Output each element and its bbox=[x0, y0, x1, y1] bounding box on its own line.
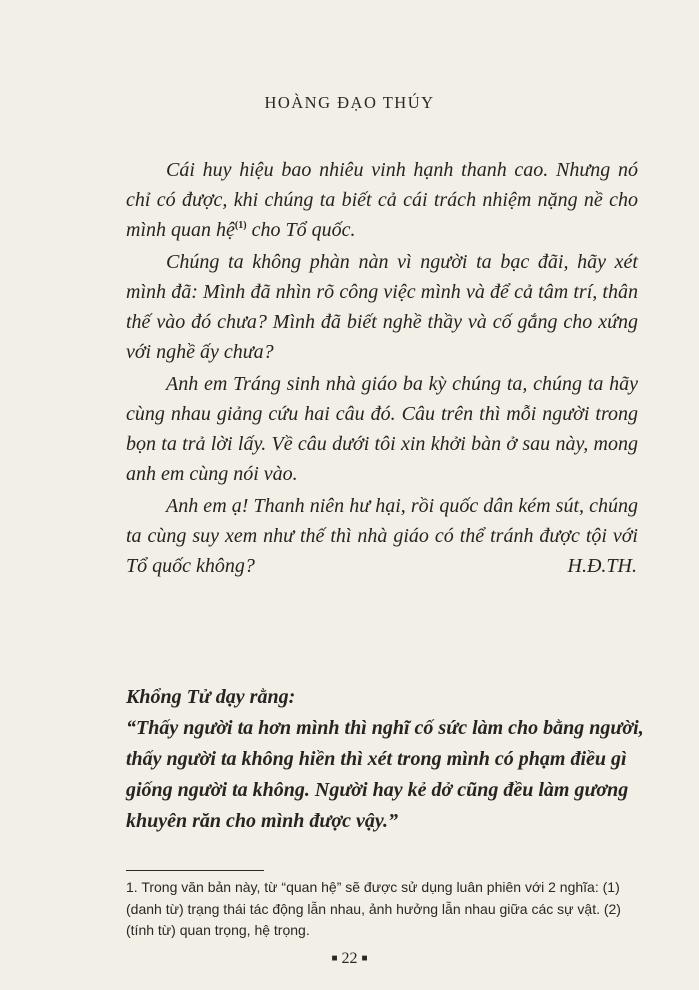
running-header: HOÀNG ĐẠO THÚY bbox=[264, 93, 435, 112]
main-text bbox=[126, 155, 638, 583]
confucius-quote bbox=[126, 682, 646, 837]
bullet-left-icon: ■ bbox=[331, 953, 338, 964]
footnote-divider bbox=[126, 870, 264, 871]
quote-intro: Khổng Tử dạy rằng: bbox=[126, 686, 296, 708]
footnote-1: 1. Trong văn bản này, từ “quan hệ” sẽ được sử dụng luân phiên với 2 nghĩa: (1) (danh từ) trạng thái tác động lẫn nhau, ảnh hưởng lẫn nhau giữa các sự vật. (2) (tính từ) quan trọng, hệ trọng. bbox=[126, 879, 621, 938]
page-number-value: 22 bbox=[341, 950, 358, 967]
footnote-marker[interactable]: (1) bbox=[234, 220, 247, 231]
paragraph-2: Chúng ta không phàn nàn vì người ta bạc đãi, hãy xét mình đã: Mình đã nhìn rõ công việc mình và để cả tâm trí, thân thế vào đó chưa? Mình đã biết nghề thầy và cố gắng cho xứng với nghề ấy chưa? bbox=[126, 251, 638, 363]
author-signature: H.Đ.TH. bbox=[567, 555, 637, 577]
bullet-right-icon: ■ bbox=[361, 953, 368, 964]
paragraph-3: Anh em Tráng sinh nhà giáo ba kỳ chúng ta, chúng ta hãy cùng nhau giảng cứu hai câu đó. Câu trên thì mỗi người trong bọn ta trả lời lấy. Về câu dưới tôi xin khởi bàn ở sau này, mong anh em cùng nói vào. bbox=[126, 373, 638, 485]
quote-text: “Thấy người ta hơn mình thì nghĩ cố sức làm cho bằng người, thấy người ta không hiền thì xét trong mình có phạm điều gì giống người ta không. Người hay kẻ dở cũng đều làm gương khuyên răn cho mình được vậy.” bbox=[126, 717, 644, 832]
paragraph-1 bbox=[126, 155, 638, 245]
paragraph-4: Anh em ạ! Thanh niên hư hại, rồi quốc dân kém sút, chúng ta cùng suy xem như thế thì nhà giáo có thể tránh được tội với Tổ quốc không? bbox=[126, 495, 638, 577]
paragraph-1-text: Cái huy hiệu bao nhiêu vinh hạnh thanh cao. Nhưng nó chỉ có được, khi chúng ta biết cả cái trách nhiệm nặng nề cho mình quan hệ bbox=[126, 159, 638, 241]
paragraph-1-tail: cho Tổ quốc. bbox=[246, 219, 356, 241]
page-number bbox=[0, 950, 699, 968]
